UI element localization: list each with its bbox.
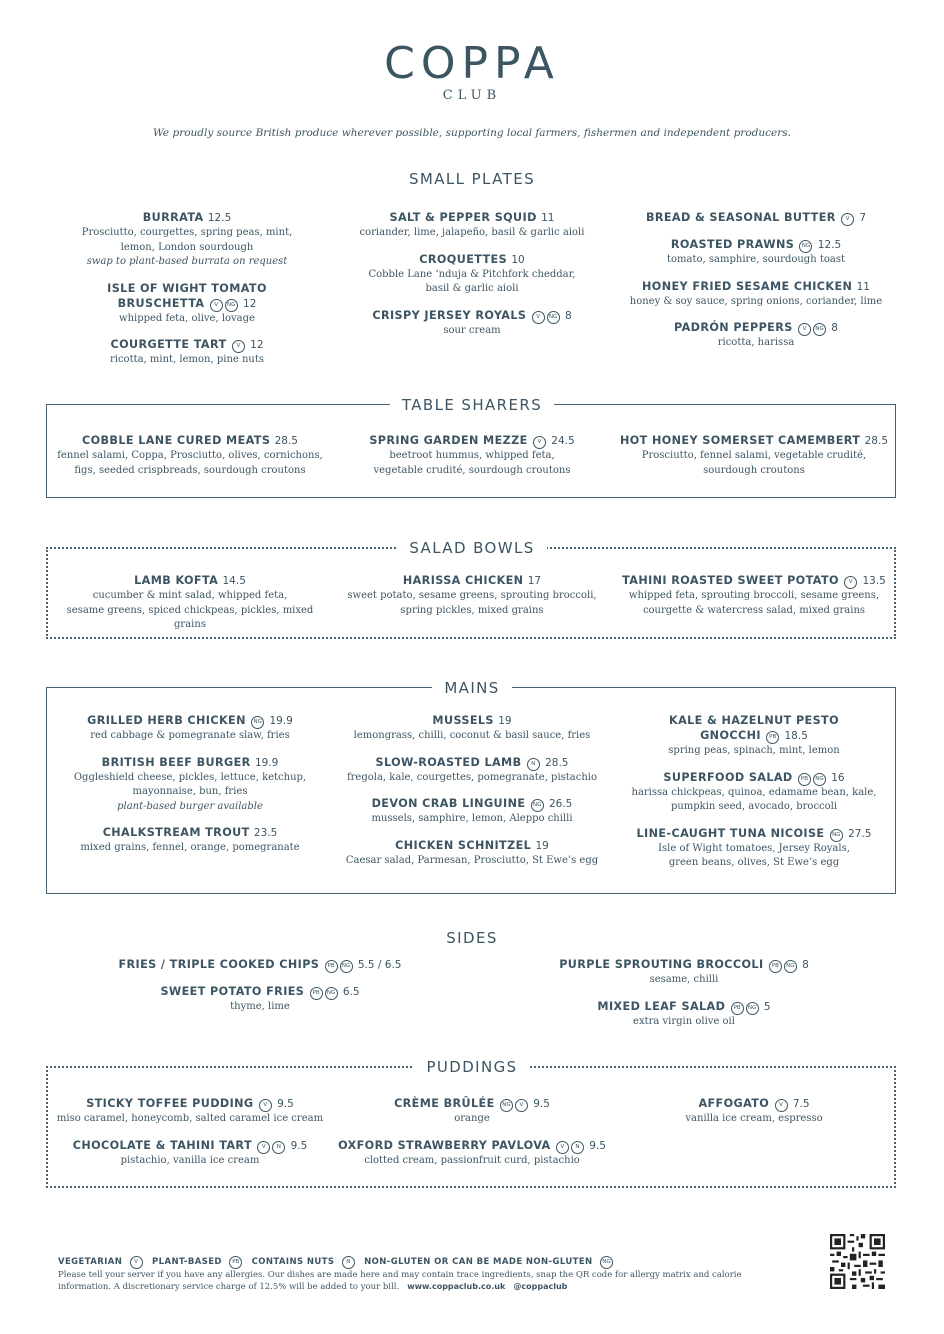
dish-description: sesame, chilli — [649, 974, 719, 985]
dish-description: fennel salami, Coppa, Prosciutto, olives, cornichons, — [57, 450, 323, 461]
v-badge-icon: V — [130, 1256, 143, 1269]
dish-name — [46, 337, 328, 353]
allergy-text: Please tell your server if you have any allergies. Our dishes are made here and may contain trace ingredients, snap the QR code for allergy matrix and calorie information. A discretionary service charge of 12.5% will be added to your bill. — [58, 1270, 742, 1292]
dish-title: CHICKEN SCHNITZEL — [395, 838, 532, 852]
social-handle[interactable]: @coppaclub — [513, 1282, 568, 1291]
n-badge-icon: N — [272, 1141, 285, 1154]
section-title-table-sharers: TABLE SHARERS — [0, 396, 944, 414]
dish-title: ISLE OF WIGHT TOMATO — [107, 281, 267, 295]
v-badge-icon: V — [775, 1099, 788, 1112]
dish-title: AFFOGATO — [698, 1097, 770, 1110]
section-title-puddings: PUDDINGS — [0, 1058, 944, 1076]
dish-description: miso caramel, honeycomb, salted caramel ice cream — [56, 1113, 324, 1124]
dish-title: BREAD & SEASONAL BUTTER — [645, 211, 836, 224]
dish-title: SUPERFOOD SALAD — [663, 770, 793, 784]
dish-title-line2: BRUSCHETTA — [117, 296, 205, 310]
v-badge-icon: V — [210, 299, 223, 312]
menu-item — [614, 770, 894, 815]
dish-price: 6.5 — [342, 986, 360, 998]
dish-price: 27.5 — [848, 827, 872, 840]
ng-badge-icon: NG — [340, 960, 353, 973]
menu-item — [46, 281, 328, 327]
puddings-col2 — [331, 1096, 613, 1179]
dish-note: plant-based burger available — [117, 800, 263, 812]
website-link[interactable]: www.coppaclub.co.uk — [407, 1282, 506, 1291]
menu-item — [614, 433, 894, 478]
small-plates-col1 — [46, 210, 328, 379]
menu-item — [614, 210, 898, 226]
menu-item — [614, 713, 894, 759]
dish-description: tomato, samphire, sourdough toast — [667, 254, 845, 265]
small-plates-col2 — [331, 210, 613, 349]
v-badge-icon: V — [515, 1099, 528, 1112]
dish-price: 12 — [250, 339, 264, 351]
dish-price: 8 — [802, 959, 809, 971]
legend-vegetarian: VEGETARIAN — [58, 1257, 123, 1267]
dish-price: 11 — [856, 280, 870, 293]
dish-description: Isle of Wight tomatoes, Jersey Royals, — [658, 842, 850, 854]
puddings-col3 — [614, 1096, 894, 1138]
dish-name — [331, 433, 613, 449]
sides-col1 — [110, 957, 410, 1026]
dish-price: 26.5 — [548, 798, 573, 810]
v-badge-icon: V — [556, 1141, 569, 1154]
dish-price: 11 — [541, 212, 555, 224]
menu-item — [50, 713, 330, 744]
dish-name — [331, 1096, 613, 1112]
dish-title: BURRATA — [142, 211, 204, 224]
pb-badge-icon: PB — [229, 1256, 242, 1269]
menu-item — [50, 1138, 330, 1169]
dish-name — [110, 957, 410, 973]
dish-name — [614, 279, 898, 295]
menu-item — [50, 1096, 330, 1127]
ng-badge-icon: NG — [325, 987, 338, 1000]
dish-price: 5.5 / 6.5 — [357, 959, 402, 971]
dish-title: KALE & HAZELNUT PESTO — [669, 714, 839, 727]
dish-price: 5 — [763, 1000, 771, 1013]
v-badge-icon: V — [232, 340, 245, 353]
dish-name — [46, 281, 328, 312]
dish-description: whipped feta, olive, lovage — [119, 312, 255, 324]
dish-description: sesame greens, spiced chickpeas, pickles, mixed grains — [66, 604, 314, 630]
dish-description: spring peas, spinach, mint, lemon — [668, 745, 840, 756]
dish-name — [614, 210, 898, 226]
menu-item — [331, 1138, 613, 1169]
dish-title: PURPLE SPROUTING BROCCOLI — [559, 958, 764, 971]
dish-description: courgette & watercress salad, mixed grains — [642, 604, 866, 616]
dish-price: 12.5 — [817, 239, 842, 251]
dish-description: sour cream — [443, 324, 501, 336]
menu-item — [614, 279, 898, 310]
dish-description: honey & soy sauce, spring onions, coriander, lime — [629, 295, 883, 307]
dish-description: vanilla ice cream, espresso — [685, 1113, 823, 1124]
dish-name — [331, 308, 613, 324]
dish-name — [614, 1096, 894, 1112]
qr-code-icon[interactable] — [830, 1234, 885, 1289]
dish-title: SWEET POTATO FRIES — [160, 985, 305, 998]
dish-title: LAMB KOFTA — [134, 574, 219, 587]
dish-title: HOT HONEY SOMERSET CAMEMBERT — [619, 434, 861, 447]
dish-name — [331, 755, 613, 771]
dish-description: spring pickles, mixed grains — [400, 604, 544, 616]
dish-title: OXFORD STRAWBERRY PAVLOVA — [338, 1138, 551, 1152]
v-badge-icon: V — [532, 311, 545, 324]
dish-price: 10 — [511, 253, 525, 266]
dish-price: 7.5 — [792, 1098, 810, 1110]
dish-price: 9.5 — [589, 1139, 606, 1152]
table-sharers-col2 — [331, 433, 613, 489]
menu-item — [110, 984, 410, 1015]
menu-item — [614, 237, 898, 268]
dish-title: PADRÓN PEPPERS — [674, 321, 793, 334]
sides-col2 — [534, 957, 834, 1040]
ng-badge-icon: NG — [225, 299, 238, 312]
dish-description: ricotta, mint, lemon, pine nuts — [109, 354, 265, 365]
legend-plant-based: PLANT-BASED — [152, 1257, 222, 1267]
dish-description: Oggleshield cheese, pickles, lettuce, ketchup, — [73, 771, 307, 783]
dish-name — [50, 1138, 330, 1154]
dish-name — [614, 713, 894, 744]
dish-name — [110, 984, 410, 1000]
pb-badge-icon: PB — [769, 960, 782, 973]
dish-description: extra virgin olive oil — [633, 1015, 735, 1027]
dish-description: Cobble Lane ‘nduja & Pitchfork cheddar, — [368, 268, 576, 280]
dish-price: 19.9 — [269, 715, 293, 727]
dish-description: orange — [454, 1113, 490, 1124]
dish-name — [614, 237, 898, 253]
section-title-mains: MAINS — [0, 679, 944, 697]
dish-price: 19.9 — [254, 756, 279, 769]
dietary-legend — [58, 1256, 619, 1269]
dish-title: TAHINI ROASTED SWEET POTATO — [622, 574, 839, 587]
dish-price: 19 — [498, 715, 512, 727]
dish-title: HARISSA CHICKEN — [402, 574, 524, 587]
v-badge-icon: V — [259, 1099, 272, 1112]
dish-name — [614, 826, 894, 842]
v-badge-icon: V — [257, 1141, 270, 1154]
ng-badge-icon: NG — [830, 829, 843, 842]
n-badge-icon: N — [571, 1141, 584, 1154]
dish-description: pumpkin seed, avocado, broccoli — [670, 801, 838, 812]
dish-title: GRILLED HERB CHICKEN — [87, 714, 246, 727]
pb-badge-icon: PB — [310, 987, 323, 1000]
menu-item — [46, 337, 328, 368]
section-title-salad-bowls: SALAD BOWLS — [0, 539, 944, 557]
menu-item — [614, 320, 898, 351]
ng-badge-icon: NG — [746, 1002, 759, 1015]
dish-price: 9.5 — [277, 1098, 294, 1110]
dish-price: 13.5 — [862, 575, 886, 587]
dish-price: 24.5 — [551, 435, 575, 447]
ng-badge-icon: NG — [500, 1099, 513, 1112]
menu-item — [534, 957, 834, 988]
dish-description: ricotta, harissa — [717, 337, 795, 348]
dish-title: FRIES / TRIPLE COOKED CHIPS — [118, 958, 320, 971]
mains-col1 — [50, 713, 330, 867]
dish-name — [50, 1096, 330, 1112]
menu-item — [614, 573, 894, 618]
dish-name — [614, 320, 898, 336]
legend-non-gluten: NON-GLUTEN OR CAN BE MADE NON-GLUTEN — [364, 1257, 593, 1267]
puddings-col1 — [50, 1096, 330, 1179]
dish-price: 18.5 — [784, 730, 808, 742]
dish-title: LINE-CAUGHT TUNA NICOISE — [636, 826, 825, 840]
dish-title: STICKY TOFFEE PUDDING — [86, 1097, 254, 1110]
menu-item — [46, 210, 328, 270]
dish-title: CRISPY JERSEY ROYALS — [372, 308, 527, 322]
dish-description: figs, seeded crispbreads, sourdough croutons — [74, 464, 306, 476]
v-badge-icon: V — [844, 576, 857, 589]
dish-description: mayonnaise, bun, fries — [132, 786, 248, 797]
dish-price: 9.5 — [533, 1098, 550, 1110]
dish-title: CHALKSTREAM TROUT — [102, 826, 250, 839]
dish-price: 14.5 — [222, 575, 246, 587]
pb-badge-icon: PB — [731, 1002, 744, 1015]
dish-title: COBBLE LANE CURED MEATS — [81, 434, 271, 447]
ng-badge-icon: NG — [251, 716, 264, 729]
dish-price: 28.5 — [545, 756, 569, 769]
menu-item — [614, 1096, 894, 1127]
dish-name — [331, 713, 613, 729]
section-title-sides: SIDES — [0, 929, 944, 947]
dish-note: swap to plant-based burrata on request — [86, 256, 288, 267]
menu-item — [331, 1096, 613, 1127]
menu-item — [331, 796, 613, 827]
table-sharers-col1 — [50, 433, 330, 489]
dish-price: 28.5 — [864, 435, 889, 447]
pb-badge-icon: PB — [325, 960, 338, 973]
dish-description: harissa chickpeas, quinoa, edamame bean, kale, — [631, 786, 877, 798]
brand-sub: CLUB — [442, 88, 502, 103]
dish-name — [50, 573, 330, 589]
n-badge-icon: N — [527, 758, 540, 771]
dish-price: 8 — [831, 322, 838, 334]
dish-description: beetroot hummus, whipped feta, — [389, 450, 555, 461]
dish-description: sweet potato, sesame greens, sprouting broccoli, — [347, 590, 597, 601]
ng-badge-icon: NG — [600, 1256, 613, 1269]
dish-title: COURGETTE TART — [110, 338, 227, 351]
ng-badge-icon: NG — [547, 311, 560, 324]
ng-badge-icon: NG — [531, 799, 544, 812]
dish-name — [331, 796, 613, 812]
dish-name — [50, 433, 330, 449]
dish-name — [614, 573, 894, 589]
section-title-small-plates: SMALL PLATES — [0, 170, 944, 188]
v-badge-icon: V — [841, 213, 854, 226]
dish-description: basil & garlic aioli — [425, 283, 519, 294]
menu-item — [110, 957, 410, 973]
dish-description: thyme, lime — [230, 1001, 290, 1012]
dish-title: DEVON CRAB LINGUINE — [371, 797, 526, 810]
menu-item — [50, 573, 330, 633]
menu-item — [331, 838, 613, 869]
mains-col3 — [614, 713, 894, 882]
dish-title: ROASTED PRAWNS — [670, 238, 795, 251]
dish-name — [331, 1138, 613, 1154]
dish-description: clotted cream, passionfruit curd, pistachio — [364, 1154, 580, 1166]
dish-price: 9.5 — [290, 1139, 308, 1152]
salad-bowls-col2 — [331, 573, 613, 629]
dish-title: BRITISH BEEF BURGER — [101, 755, 251, 769]
dish-price: 16 — [831, 771, 845, 784]
dish-price: 19 — [535, 839, 549, 852]
dish-name — [50, 755, 330, 771]
dish-description: vegetable crudité, sourdough croutons — [373, 464, 571, 476]
dish-description: fregola, kale, courgettes, pomegranate, pistachio — [346, 771, 598, 783]
salad-bowls-col3 — [614, 573, 894, 629]
ng-badge-icon: NG — [799, 240, 812, 253]
dish-description: mixed grains, fennel, orange, pomegranate — [80, 842, 300, 853]
menu-item — [534, 999, 834, 1030]
dish-title: MUSSELS — [432, 714, 494, 727]
dish-name — [50, 825, 330, 841]
dish-description: green beans, olives, St Ewe’s egg — [668, 857, 840, 868]
salad-bowls-col1 — [50, 573, 330, 644]
dish-description: whipped feta, sprouting broccoli, sesame greens, — [628, 590, 880, 601]
menu-item — [331, 573, 613, 618]
dish-name — [534, 957, 834, 973]
v-badge-icon: V — [533, 436, 546, 449]
menu-item — [331, 210, 613, 241]
menu-item — [331, 308, 613, 339]
mains-col2 — [331, 713, 613, 879]
dish-price: 8 — [564, 309, 572, 322]
dish-name — [46, 210, 328, 226]
menu-item — [331, 252, 613, 297]
dish-title: CRÈME BRÛLÉE — [394, 1097, 495, 1110]
tagline: We proudly source British produce wherever possible, supporting local farmers, fishermen and independent producers. — [153, 127, 791, 139]
dish-price: 7 — [859, 212, 867, 224]
menu-item — [331, 713, 613, 744]
dish-price: 12 — [243, 297, 257, 310]
dish-description: pistachio, vanilla ice cream — [120, 1154, 260, 1166]
menu-item — [331, 755, 613, 786]
dish-description: Prosciutto, courgettes, spring peas, mint, — [81, 227, 293, 238]
dish-name — [50, 713, 330, 729]
menu-item — [50, 755, 330, 815]
dish-description: Caesar salad, Parmesan, Prosciutto, St Ewe’s egg — [345, 854, 599, 866]
n-badge-icon: N — [342, 1256, 355, 1269]
dish-title: CHOCOLATE & TAHINI TART — [72, 1138, 252, 1152]
dish-title: SPRING GARDEN MEZZE — [369, 434, 528, 447]
dish-name — [331, 210, 613, 226]
legend-contains-nuts: CONTAINS NUTS — [251, 1257, 335, 1267]
dish-description: mussels, samphire, lemon, Aleppo chilli — [371, 813, 573, 824]
dish-description: coriander, lime, jalapeño, basil & garlic aioli — [359, 227, 585, 238]
menu-item — [331, 433, 613, 478]
ng-badge-icon: NG — [813, 323, 826, 336]
ng-badge-icon: NG — [813, 773, 826, 786]
dish-title: SALT & PEPPER SQUID — [389, 211, 537, 224]
dish-price: 17 — [527, 575, 542, 587]
dish-description: lemongrass, chilli, coconut & basil sauce, fries — [353, 730, 591, 741]
dish-price: 23.5 — [253, 827, 278, 839]
allergy-notice — [58, 1269, 758, 1293]
dish-title: HONEY FRIED SESAME CHICKEN — [642, 279, 853, 293]
dish-name — [331, 838, 613, 854]
dish-name — [614, 433, 894, 449]
dish-title: CROQUETTES — [419, 252, 508, 266]
dish-description: cucumber & mint salad, whipped feta, — [92, 590, 288, 601]
dish-description: lemon, London sourdough — [120, 241, 254, 253]
ng-badge-icon: NG — [784, 960, 797, 973]
menu-item — [50, 825, 330, 856]
menu-item — [614, 826, 894, 871]
dish-name — [331, 252, 613, 268]
small-plates-col3 — [614, 210, 898, 362]
pb-badge-icon: PB — [766, 731, 779, 744]
table-sharers-col3 — [614, 433, 894, 489]
dish-description: red cabbage & pomegranate slaw, fries — [90, 730, 290, 741]
dish-title: SLOW-ROASTED LAMB — [375, 755, 522, 769]
dish-description: sourdough croutons — [703, 464, 805, 476]
dish-description: Prosciutto, fennel salami, vegetable crudité, — [641, 450, 867, 461]
dish-price: 28.5 — [274, 435, 298, 447]
v-badge-icon: V — [798, 323, 811, 336]
dish-name — [331, 573, 613, 589]
dish-name — [614, 770, 894, 786]
dish-name — [534, 999, 834, 1015]
brand-logo: COPPA — [384, 38, 560, 89]
dish-price: 12.5 — [207, 212, 232, 224]
pb-badge-icon: PB — [798, 773, 811, 786]
dish-title-line2: GNOCCHI — [700, 729, 761, 742]
menu-item — [50, 433, 330, 478]
dish-title: MIXED LEAF SALAD — [597, 999, 726, 1013]
